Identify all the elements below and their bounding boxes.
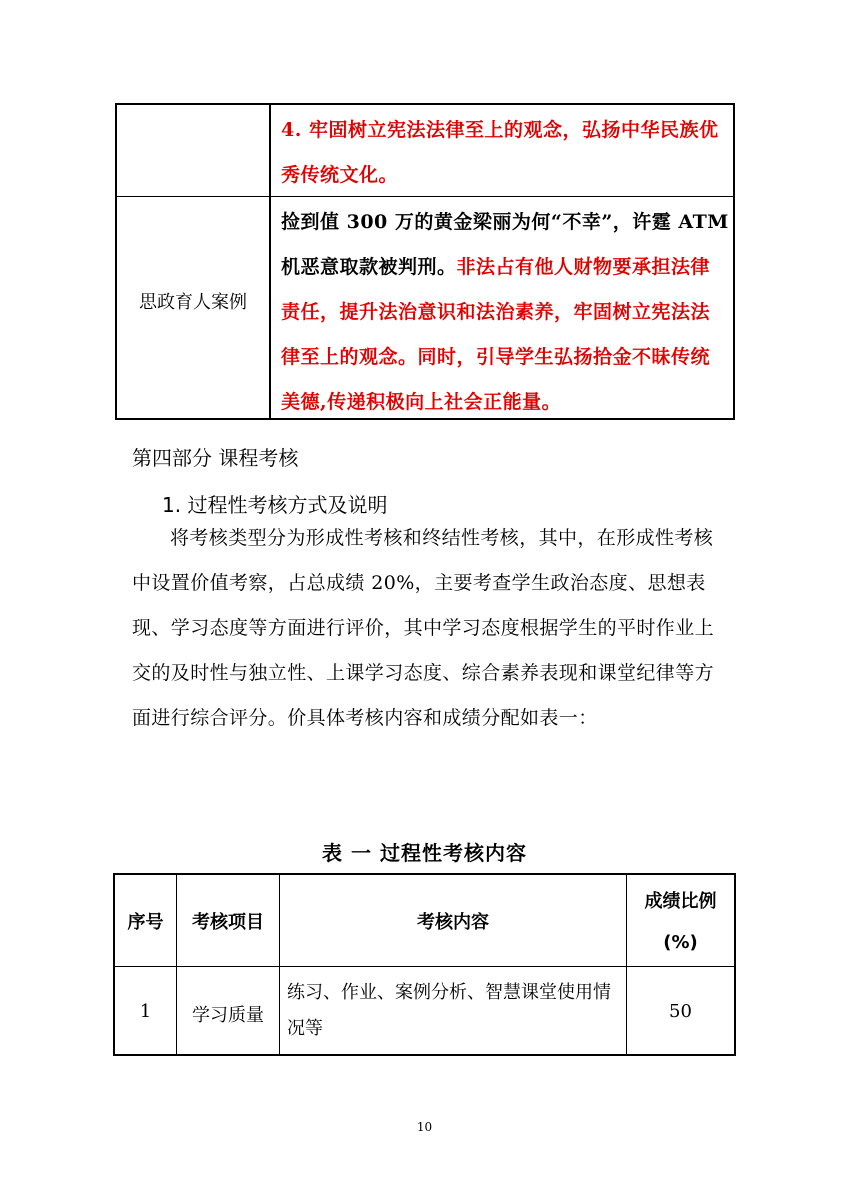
header-item: 考核项目 — [192, 912, 264, 933]
case-row-label: 思政育人案例 — [139, 292, 247, 313]
row-ratio: 50 — [669, 1001, 692, 1022]
table-divider-vertical — [269, 105, 271, 418]
case-description — [281, 200, 729, 425]
header-no: 序号 — [127, 912, 164, 933]
row-divider — [115, 966, 734, 967]
table-caption: 表 一 过程性考核内容 — [322, 841, 527, 865]
ideology-case-table — [115, 103, 735, 420]
row-content: 练习、作业、案例分析、智慧课堂使用情况等 — [287, 982, 611, 1039]
row-no: 1 — [139, 1001, 152, 1022]
case-text-black: 捡到值 300 万的黄金梁丽为何“不幸”，许霆 ATM 机恶意取款被判刑。 — [281, 211, 729, 278]
assessment-table — [113, 873, 736, 1056]
header-ratio: 成绩比例 — [644, 891, 717, 912]
section-title: 第四部分 课程考核 — [132, 446, 299, 470]
subsection-title: 1. 过程性考核方式及说明 — [162, 493, 388, 517]
page-number: 10 — [416, 1120, 433, 1134]
case-text-red: 非法占有他人财物要承担法律责任，提升法治意识和法治素养，牢固树立宪法法律至上的观念。同时，引导学生弘扬拾金不昧传统美德,传递积极向上社会正能量。 — [281, 256, 711, 413]
header-content: 考核内容 — [417, 912, 489, 933]
assessment-paragraph: 将考核类型分为形成性考核和终结性考核，其中，在形成性考核中设置价值考察，占总成绩 20%，主要考查学生政治态度、思想表现、学习态度等方面进行评价，其中学习态度根据学生的平时作业上交的及时性与独立性、上课学习态度、综合素养表现和课堂纪律等方面进行综合评分。价具体考核内容和成绩分配如表一： — [132, 527, 715, 729]
col-divider — [176, 875, 177, 1054]
objective-text: 4. 牢固树立宪法法律至上的观念，弘扬中华民族优秀传统文化。 — [281, 119, 719, 186]
row-item: 学习质量 — [192, 1005, 264, 1026]
col-divider — [279, 875, 280, 1054]
header-ratio-unit: (%) — [663, 932, 698, 953]
